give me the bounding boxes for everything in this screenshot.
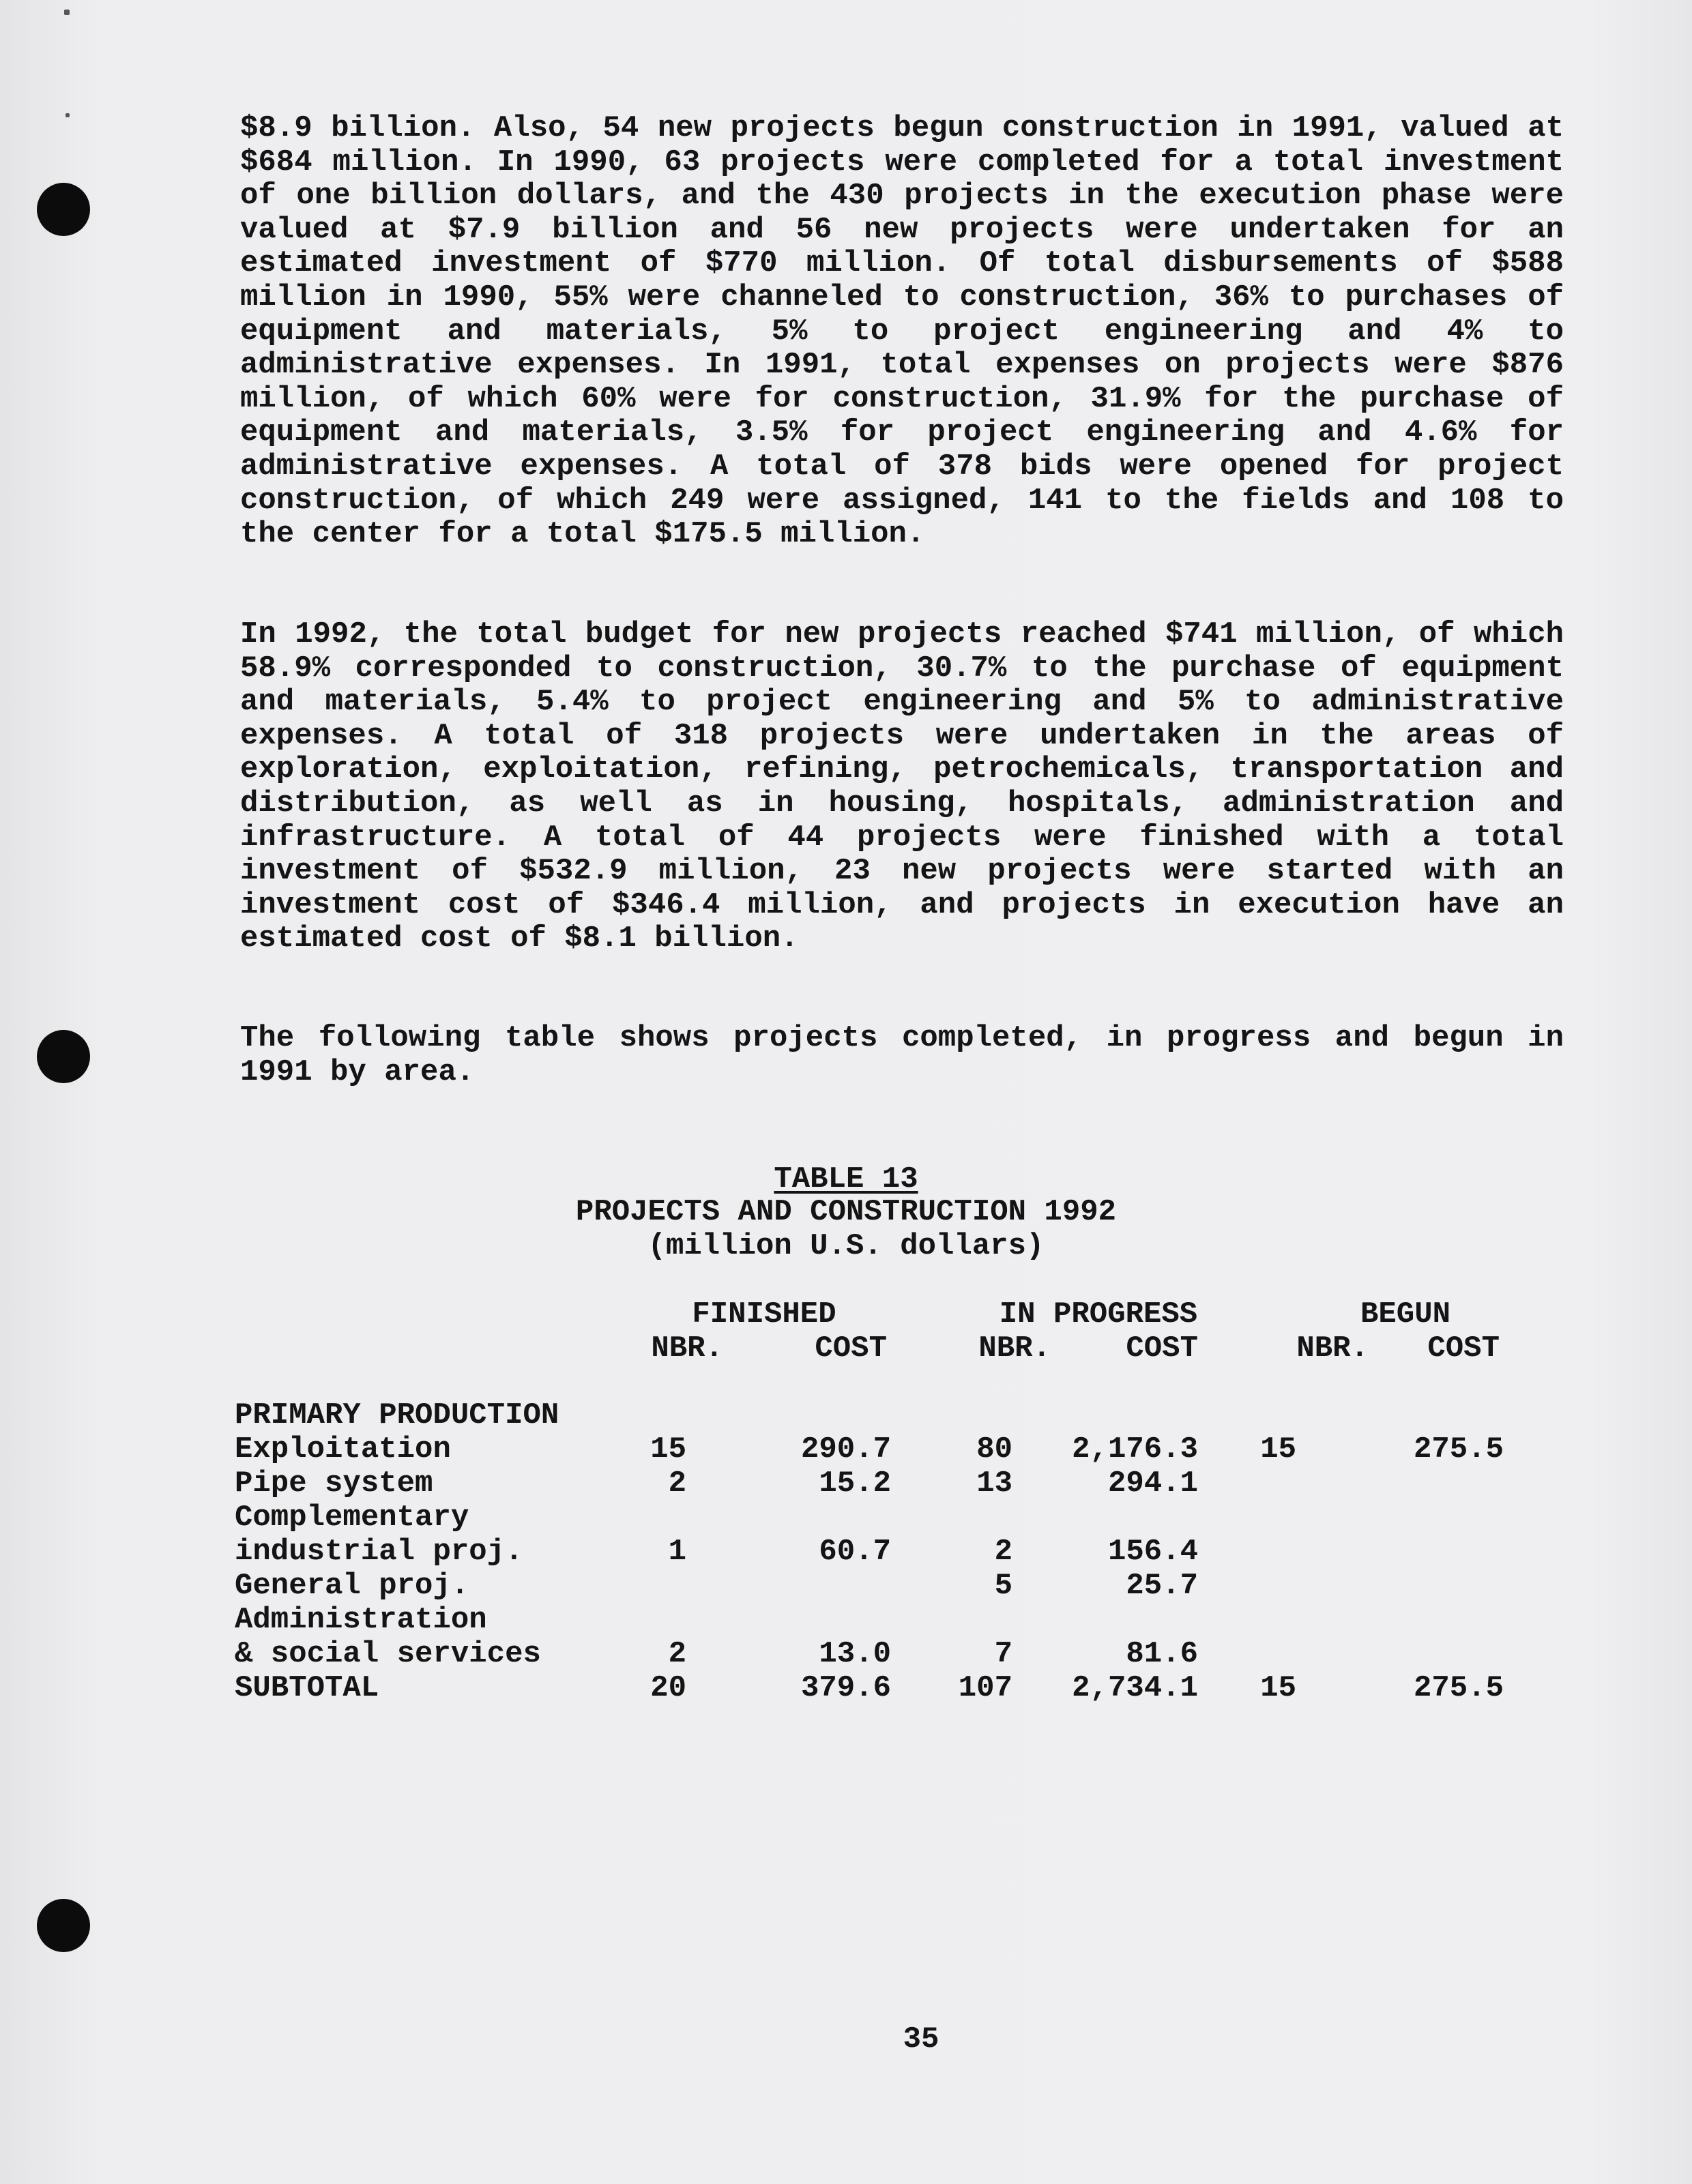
row-label: Exploitation <box>235 1432 451 1466</box>
finished-nbr: 2 <box>668 1466 686 1501</box>
row-label: SUBTOTAL <box>235 1671 379 1705</box>
table-units: (million U.S. dollars) <box>647 1229 1045 1263</box>
header-begun: BEGUN <box>1360 1297 1451 1331</box>
body-paragraph-3 <box>240 1022 1564 1089</box>
section-heading: PRIMARY PRODUCTION <box>235 1398 559 1432</box>
finished-nbr: 15 <box>650 1432 686 1466</box>
progress-cost: 25.7 <box>1126 1569 1198 1603</box>
finished-nbr: 20 <box>650 1671 686 1705</box>
finished-cost: 15.2 <box>819 1466 891 1501</box>
subheader-finished-nbr: NBR. <box>651 1331 723 1366</box>
punch-hole-middle <box>37 1030 90 1083</box>
subheader-begun-cost: COST <box>1427 1331 1500 1366</box>
begun-cost: 275.5 <box>1413 1671 1504 1705</box>
progress-cost: 2,734.1 <box>1072 1671 1198 1705</box>
progress-cost: 81.6 <box>1126 1637 1198 1671</box>
finished-cost: 60.7 <box>819 1535 891 1569</box>
row-label: Complementary <box>235 1501 469 1535</box>
subheader-finished-cost: COST <box>815 1331 887 1366</box>
header-finished: FINISHED <box>692 1297 836 1331</box>
progress-nbr: 80 <box>976 1432 1012 1466</box>
body-paragraph-1 <box>240 112 1564 552</box>
table-title: PROJECTS AND CONSTRUCTION 1992 <box>575 1195 1117 1229</box>
progress-nbr: 7 <box>994 1637 1012 1671</box>
subheader-progress-nbr: NBR. <box>978 1331 1051 1366</box>
finished-nbr: 2 <box>668 1637 686 1671</box>
finished-nbr: 1 <box>668 1535 686 1569</box>
table-label <box>0 1162 1692 1196</box>
header-in-progress: IN PROGRESS <box>999 1297 1198 1331</box>
row-label: Pipe system <box>235 1466 433 1501</box>
progress-nbr: 5 <box>994 1569 1012 1603</box>
row-label-continued: & social services <box>235 1637 541 1671</box>
scan-speck <box>65 113 70 117</box>
paragraph-text: In 1992, the total budget for new projects reached $741 million, of which 58.9% corresponded to construction, 30.7% to the purchase of equipment and materials, 5.4% to project engineering and 5% to administrative expenses. A total of 318 projects were undertaken in the areas of exploration, exploitation, refining, petrochemicals, transportation and distribution, as well as in housing, hospitals, administration and infrastructure. A total of 44 projects were finished with a total investment of $532.9 million, 23 new projects were started with an investment cost of $346.4 million, and projects in execution have an estimated cost of $8.1 billion. <box>240 617 1564 956</box>
progress-cost: 2,176.3 <box>1072 1432 1198 1466</box>
begun-cost: 275.5 <box>1413 1432 1504 1466</box>
finished-cost: 13.0 <box>819 1637 891 1671</box>
table-label-text: TABLE 13 <box>774 1162 918 1196</box>
punch-hole-top <box>37 183 90 236</box>
page-number: 35 <box>903 2022 939 2056</box>
punch-hole-bottom <box>37 1899 90 1952</box>
finished-cost: 290.7 <box>800 1432 891 1466</box>
row-label-continued: industrial proj. <box>235 1535 523 1569</box>
body-paragraph-2 <box>240 618 1564 956</box>
progress-cost: 294.1 <box>1107 1466 1198 1501</box>
row-label: Administration <box>235 1603 487 1637</box>
progress-cost: 156.4 <box>1107 1535 1198 1569</box>
row-label: General proj. <box>235 1569 469 1603</box>
begun-nbr: 15 <box>1260 1432 1296 1466</box>
finished-cost: 379.6 <box>800 1671 891 1705</box>
paragraph-text: The following table shows projects completed, in progress and begun in 1991 by area. <box>240 1021 1564 1089</box>
subheader-begun-nbr: NBR. <box>1296 1331 1369 1366</box>
progress-nbr: 107 <box>958 1671 1012 1705</box>
begun-nbr: 15 <box>1260 1671 1296 1705</box>
progress-nbr: 13 <box>976 1466 1012 1501</box>
scan-speck <box>64 10 70 15</box>
paragraph-text: $8.9 billion. Also, 54 new projects begun construction in 1991, valued at $684 million. In 1990, 63 projects were completed for a total investment of one billion dollars, and the 430 projects in the execution phase were valued at $7.9 billion and 56 new projects were undertaken for an estimated investment of $770 million. Of total disbursements of $588 million in 1990, 55% were channeled to construction, 36% to purchases of equipment and materials, 5% to project engineering and 4% to administrative expenses. In 1991, total expenses on projects were $876 million, of which 60% were for construction, 31.9% for the purchase of equipment and materials, 3.5% for project engineering and 4.6% for administrative expenses. A total of 378 bids were opened for project construction, of which 249 were assigned, 141 to the fields and 108 to the center for a total $175.5 million. <box>240 111 1564 552</box>
subheader-progress-cost: COST <box>1126 1331 1198 1366</box>
progress-nbr: 2 <box>994 1535 1012 1569</box>
